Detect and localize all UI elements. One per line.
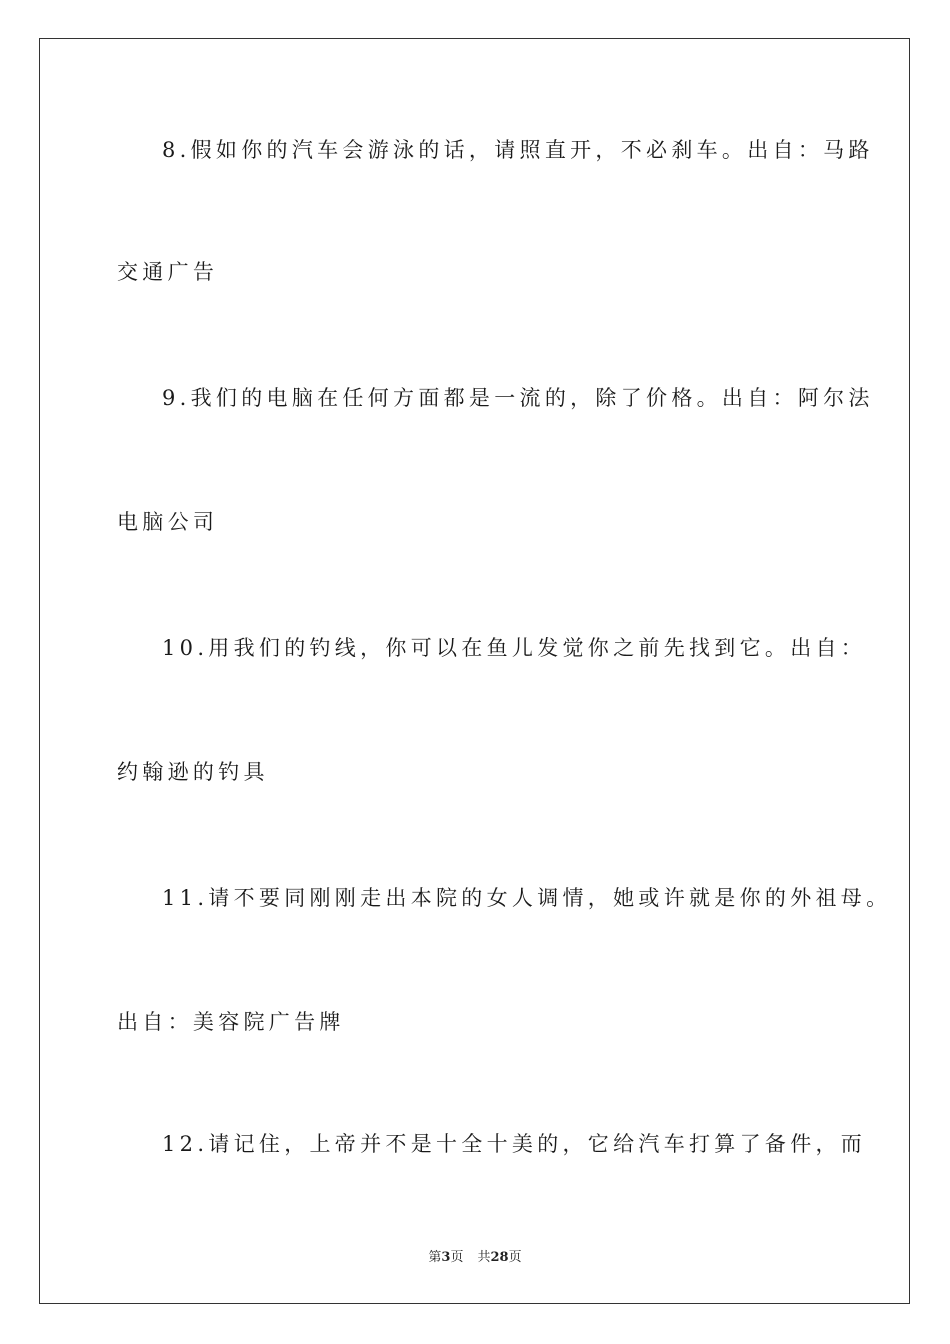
page-footer: [0, 1246, 950, 1265]
paragraph-line-12: 12.请记住，上帝并不是十全十美的，它给汽车打算了备件，而: [162, 1132, 867, 1156]
footer-page-number: 3: [441, 1250, 451, 1265]
paragraph-line-9: 9.我们的电脑在任何方面都是一流的，除了价格。出自：阿尔法: [162, 386, 874, 410]
paragraph-line-11: 11.请不要同刚刚走出本院的女人调情，她或许就是你的外祖母。: [162, 886, 892, 910]
paragraph-line-8-cont: 交通广告: [117, 260, 219, 284]
footer-total-pages: 28: [490, 1250, 509, 1265]
paragraph-line-11-cont: 出自：美容院广告牌: [117, 1010, 345, 1034]
paragraph-line-10: 10.用我们的钓线，你可以在鱼儿发觉你之前先找到它。出自：: [162, 636, 867, 660]
footer-page-suffix: 页: [450, 1250, 464, 1265]
paragraph-line-9-cont: 电脑公司: [117, 510, 219, 534]
footer-page-prefix: 第: [428, 1250, 442, 1265]
page-border: [39, 38, 910, 1304]
paragraph-line-10-cont: 约翰逊的钓具: [117, 760, 269, 784]
footer-total-prefix: 共: [477, 1250, 491, 1265]
footer-total-suffix: 页: [508, 1250, 522, 1265]
paragraph-line-8: 8.假如你的汽车会游泳的话，请照直开，不必刹车。出自：马路: [162, 138, 874, 162]
